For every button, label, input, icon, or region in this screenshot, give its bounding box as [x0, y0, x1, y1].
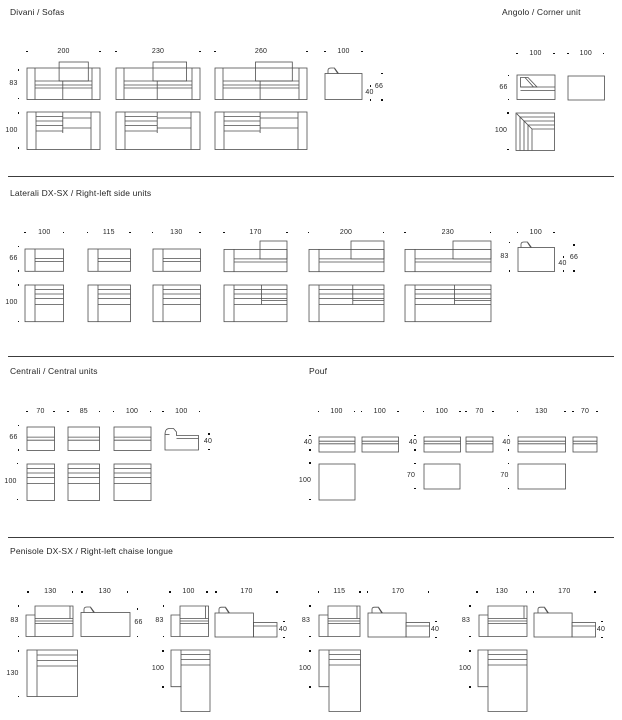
dimension-dot — [469, 636, 471, 638]
dimension-dot — [99, 51, 101, 53]
height-dimension-label: 100 — [298, 477, 312, 485]
chaise-group3-chaise-side-view — [367, 605, 431, 638]
height-dimension-label: 66 — [569, 254, 579, 261]
width-dimension-label: 130 — [170, 228, 183, 236]
height-dimension-label: 100 — [151, 665, 165, 672]
chaise-group4-plan — [477, 649, 528, 713]
dimension-dot — [215, 591, 217, 593]
width-dimension-label: 100 — [330, 407, 343, 415]
dimension-dot — [199, 51, 201, 53]
dimension-dot — [18, 425, 20, 427]
width-dimension-label: 100 — [529, 49, 542, 57]
side-unit-130-elevation — [152, 248, 202, 272]
dimension-dot — [162, 686, 164, 688]
dimension-dot — [308, 232, 310, 234]
height-dimension-label: 40 — [278, 625, 288, 633]
pouf-130x70-front-elevation — [517, 436, 567, 453]
dimension-dot — [208, 449, 210, 451]
pouf-100x70-plan — [423, 463, 461, 490]
width-dimension-label: 100 — [435, 407, 448, 415]
dimension-dot — [435, 621, 437, 623]
height-dimension-label: 83 — [301, 617, 311, 625]
pouf-100x100-plan — [318, 463, 356, 501]
divani-sofa-260-plan — [214, 111, 308, 151]
dimension-dot — [53, 411, 55, 413]
height-dimension-label: 40 — [408, 438, 418, 446]
divani-sofa-200-plan — [26, 111, 101, 151]
width-dimension-label: 130 — [495, 588, 508, 595]
section-title-pouf: Pouf — [309, 366, 328, 376]
central-unit-100-elevation — [113, 426, 152, 452]
dimension-dot — [476, 591, 478, 593]
dimension-dot — [517, 232, 519, 234]
dimension-dot — [150, 411, 152, 413]
dimension-dot — [208, 433, 210, 435]
section-title-divani: Divani / Sofas — [10, 7, 65, 17]
dimension-dot — [414, 463, 416, 465]
pouf-130x70-plan — [517, 463, 567, 490]
dimension-dot — [113, 411, 115, 413]
pouf-100x70-front-elevation — [423, 436, 462, 453]
divani-sofa-230-plan — [115, 111, 201, 151]
chaise-group1-unit-elevation — [25, 605, 74, 638]
dimension-dot — [206, 591, 208, 593]
height-dimension-label: 70 — [500, 472, 509, 479]
dimension-dot — [573, 244, 575, 246]
width-dimension-label: 170 — [391, 588, 405, 595]
dimension-dot — [370, 85, 372, 87]
height-dimension-label: 83 — [461, 617, 471, 625]
dimension-dot — [381, 99, 383, 101]
divani-sofa-260-front-elevation — [214, 61, 308, 101]
dimension-dot — [26, 51, 28, 53]
central-unit-85-elevation — [67, 426, 101, 452]
dimension-dot — [163, 605, 165, 607]
height-dimension-label: 100 — [4, 477, 17, 485]
section-title-angolo: Angolo / Corner unit — [502, 7, 581, 17]
dimension-dot — [162, 411, 164, 413]
height-dimension-label: 66 — [134, 618, 143, 626]
dimension-dot — [414, 488, 416, 490]
dimension-dot — [309, 605, 311, 607]
dimension-dot — [18, 98, 20, 100]
width-dimension-label: 100 — [373, 407, 386, 415]
height-dimension-label: 100 — [5, 126, 18, 134]
side-unit-100-plan — [24, 284, 65, 323]
central-unit-70-plan — [26, 463, 56, 502]
dimension-dot — [115, 51, 117, 53]
dimension-dot — [370, 99, 372, 101]
width-dimension-label: 70 — [475, 407, 484, 415]
central-unit-100-plan — [113, 463, 152, 502]
dimension-dot — [492, 411, 494, 413]
pouf-130x70-side-elevation — [572, 436, 598, 453]
dimension-dot — [72, 591, 74, 593]
side-unit-115-elevation — [87, 248, 132, 272]
pouf-100-side-elevation — [361, 436, 400, 453]
width-dimension-label: 85 — [79, 407, 88, 415]
height-dimension-label: 100 — [298, 665, 312, 672]
chaise-group2-plan — [170, 649, 211, 713]
divani-sofa-230-front-elevation — [115, 61, 201, 101]
dimension-dot — [18, 605, 20, 607]
corner-unit-side-elevation — [567, 75, 606, 101]
width-dimension-label: 230 — [441, 228, 454, 236]
dimension-dot — [99, 411, 101, 413]
section-title-centrali: Centrali / Central units — [10, 366, 98, 376]
dimension-dot — [27, 591, 29, 593]
dimension-dot — [18, 636, 20, 638]
height-dimension-label: 83 — [500, 252, 509, 260]
width-dimension-label: 170 — [249, 228, 262, 236]
section-divider — [8, 176, 614, 177]
dimension-dot — [18, 147, 20, 149]
dimension-dot — [152, 232, 154, 234]
dimension-dot — [18, 284, 20, 286]
width-dimension-label: 100 — [579, 49, 592, 57]
dimension-dot — [381, 73, 383, 75]
height-dimension-label: 83 — [10, 617, 19, 625]
section-title-laterali: Laterali DX-SX / Right-left side units — [10, 188, 152, 198]
dimension-dot — [18, 246, 20, 248]
dimension-dot — [508, 75, 510, 77]
dimension-dot — [309, 650, 311, 652]
height-dimension-label: 66 — [9, 254, 18, 262]
dimension-dot — [573, 270, 575, 272]
height-dimension-label: 66 — [9, 433, 18, 441]
section-title-penisole: Penisole DX-SX / Right-left chaise longue — [10, 546, 174, 556]
chaise-group1-chaise-side-view — [80, 606, 131, 638]
chaise-group2-unit-elevation — [170, 605, 210, 638]
dimension-dot — [469, 686, 471, 688]
pouf-100x70-side-elevation — [465, 436, 494, 453]
dimension-dot — [603, 53, 605, 55]
dimension-dot — [383, 232, 385, 234]
dimension-dot — [601, 621, 603, 623]
height-dimension-label: 40 — [596, 625, 606, 633]
dimension-dot — [516, 53, 518, 55]
side-unit-200-elevation — [308, 240, 385, 273]
height-dimension-label: 40 — [303, 438, 313, 446]
dimension-dot — [18, 69, 20, 71]
side-unit-130-plan — [152, 284, 202, 323]
side-unit-170-elevation — [223, 240, 288, 273]
width-dimension-label: 100 — [529, 228, 542, 236]
dimension-dot — [508, 99, 510, 101]
dimension-dot — [361, 411, 363, 413]
height-dimension-label: 40 — [365, 89, 374, 96]
dimension-dot — [276, 591, 278, 593]
dimension-dot — [508, 449, 510, 451]
side-unit-170-plan — [223, 284, 288, 323]
width-dimension-label: 70 — [580, 407, 590, 415]
dimension-dot — [283, 621, 285, 623]
dimension-dot — [18, 270, 20, 272]
width-dimension-label: 230 — [151, 47, 165, 55]
side-unit-230-elevation — [404, 240, 492, 273]
dimension-dot — [306, 51, 308, 53]
dimension-dot — [18, 321, 20, 323]
width-dimension-label: 70 — [36, 407, 45, 415]
side-unit-100-elevation — [24, 248, 65, 272]
dimension-dot — [223, 232, 225, 234]
dimension-dot — [17, 463, 19, 465]
width-dimension-label: 100 — [182, 588, 195, 595]
pouf-100-front-elevation — [318, 436, 356, 453]
dimension-dot — [361, 51, 363, 53]
central-unit-70-elevation — [26, 426, 56, 452]
width-dimension-label: 100 — [337, 47, 350, 55]
dimension-dot — [309, 636, 311, 638]
dimension-dot — [397, 411, 399, 413]
dimension-dot — [508, 463, 510, 465]
dimension-dot — [214, 51, 216, 53]
dimension-dot — [563, 256, 565, 258]
width-dimension-label: 130 — [98, 588, 111, 595]
dimension-dot — [564, 411, 566, 413]
dimension-dot — [283, 637, 285, 639]
dimension-dot — [423, 411, 425, 413]
side-unit-115-plan — [87, 284, 132, 323]
dimension-dot — [563, 270, 565, 272]
height-dimension-label: 100 — [458, 665, 472, 672]
dimension-dot — [567, 53, 569, 55]
height-dimension-label: 40 — [558, 260, 567, 267]
height-dimension-label: 130 — [6, 669, 19, 677]
height-dimension-label: 70 — [406, 472, 416, 479]
dimension-dot — [18, 449, 20, 451]
dimension-dot — [324, 51, 326, 53]
side-unit-230-plan — [404, 284, 492, 323]
dimension-dot — [199, 232, 201, 234]
dimension-dot — [129, 232, 131, 234]
dimension-dot — [507, 112, 509, 114]
chaise-group2-chaise-side-view — [214, 605, 278, 638]
dimension-dot — [18, 650, 20, 652]
width-dimension-label: 130 — [535, 407, 548, 415]
side-unit-side-profile-view — [517, 241, 556, 273]
dimension-dot — [137, 636, 139, 638]
dimension-dot — [81, 591, 83, 593]
dimension-dot — [169, 591, 171, 593]
height-dimension-label: 40 — [502, 438, 511, 446]
dimension-dot — [309, 435, 311, 437]
dimension-dot — [309, 499, 311, 501]
dimension-dot — [435, 637, 437, 639]
dimension-dot — [318, 591, 320, 593]
width-dimension-label: 260 — [254, 47, 268, 55]
dimension-dot — [137, 608, 139, 610]
dimension-dot — [162, 650, 164, 652]
dimension-dot — [24, 232, 26, 234]
width-dimension-label: 200 — [57, 47, 70, 55]
dimension-dot — [309, 462, 311, 464]
dimension-dot — [508, 488, 510, 490]
dimension-dot — [318, 411, 320, 413]
dimension-dot — [26, 411, 28, 413]
dimension-dot — [596, 411, 598, 413]
width-dimension-label: 115 — [333, 588, 346, 595]
width-dimension-label: 170 — [558, 588, 571, 595]
width-dimension-label: 170 — [240, 588, 253, 595]
central-unit-side-profile-view — [162, 424, 201, 451]
chaise-group4-chaise-side-view — [533, 605, 597, 638]
chaise-group4-unit-elevation — [478, 605, 528, 638]
dimension-dot — [490, 232, 492, 234]
dimension-dot — [163, 636, 165, 638]
dimension-dot — [67, 411, 69, 413]
height-dimension-label: 83 — [9, 80, 18, 88]
height-dimension-label: 40 — [430, 625, 440, 633]
dimension-dot — [553, 53, 555, 55]
chaise-group3-plan — [318, 649, 362, 713]
section-divider — [8, 356, 614, 357]
dimension-dot — [509, 270, 511, 272]
height-dimension-label: 40 — [203, 437, 213, 445]
dimension-dot — [469, 650, 471, 652]
height-dimension-label: 83 — [155, 617, 164, 625]
central-unit-85-plan — [67, 463, 101, 502]
dimension-dot — [286, 232, 288, 234]
height-dimension-label: 100 — [494, 127, 508, 135]
dimension-dot — [507, 149, 509, 151]
dimension-dot — [508, 435, 510, 437]
corner-unit-plan — [515, 112, 556, 152]
dimension-dot — [63, 232, 65, 234]
dimension-dot — [469, 605, 471, 607]
dimension-dot — [309, 449, 311, 451]
height-dimension-label: 100 — [5, 299, 18, 307]
dimension-dot — [509, 242, 511, 244]
side-unit-200-plan — [308, 284, 385, 323]
dimension-dot — [199, 411, 201, 413]
width-dimension-label: 100 — [125, 407, 139, 415]
dimension-dot — [404, 232, 406, 234]
dimension-dot — [533, 591, 535, 593]
width-dimension-label: 100 — [175, 407, 188, 415]
dimension-dot — [553, 232, 555, 234]
dimension-dot — [309, 686, 311, 688]
chaise-group1-plan — [26, 649, 79, 698]
height-dimension-label: 66 — [374, 82, 384, 90]
width-dimension-label: 200 — [339, 228, 353, 236]
corner-unit-front-elevation — [516, 74, 556, 101]
dimension-dot — [18, 112, 20, 114]
width-dimension-label: 130 — [44, 588, 57, 595]
chaise-group3-unit-elevation — [318, 605, 361, 638]
dimension-dot — [572, 411, 574, 413]
dimension-dot — [18, 696, 20, 698]
height-dimension-label: 66 — [499, 83, 508, 91]
dimension-dot — [459, 411, 461, 413]
dimension-dot — [465, 411, 467, 413]
divani-sofa-200-front-elevation — [26, 61, 101, 101]
dimension-dot — [594, 591, 596, 593]
dimension-dot — [526, 591, 528, 593]
dimension-dot — [359, 591, 361, 593]
dimension-dot — [428, 591, 430, 593]
dimension-dot — [87, 232, 89, 234]
dimension-dot — [367, 591, 369, 593]
divani-side-profile-view — [324, 67, 363, 101]
dimension-dot — [414, 449, 416, 451]
dimension-dot — [601, 637, 603, 639]
width-dimension-label: 115 — [102, 228, 115, 236]
width-dimension-label: 100 — [38, 228, 51, 236]
dimension-dot — [354, 411, 356, 413]
dimension-dot — [17, 499, 19, 501]
dimension-dot — [517, 411, 519, 413]
section-divider — [8, 537, 614, 538]
dimension-dot — [414, 435, 416, 437]
dimension-dot — [127, 591, 129, 593]
